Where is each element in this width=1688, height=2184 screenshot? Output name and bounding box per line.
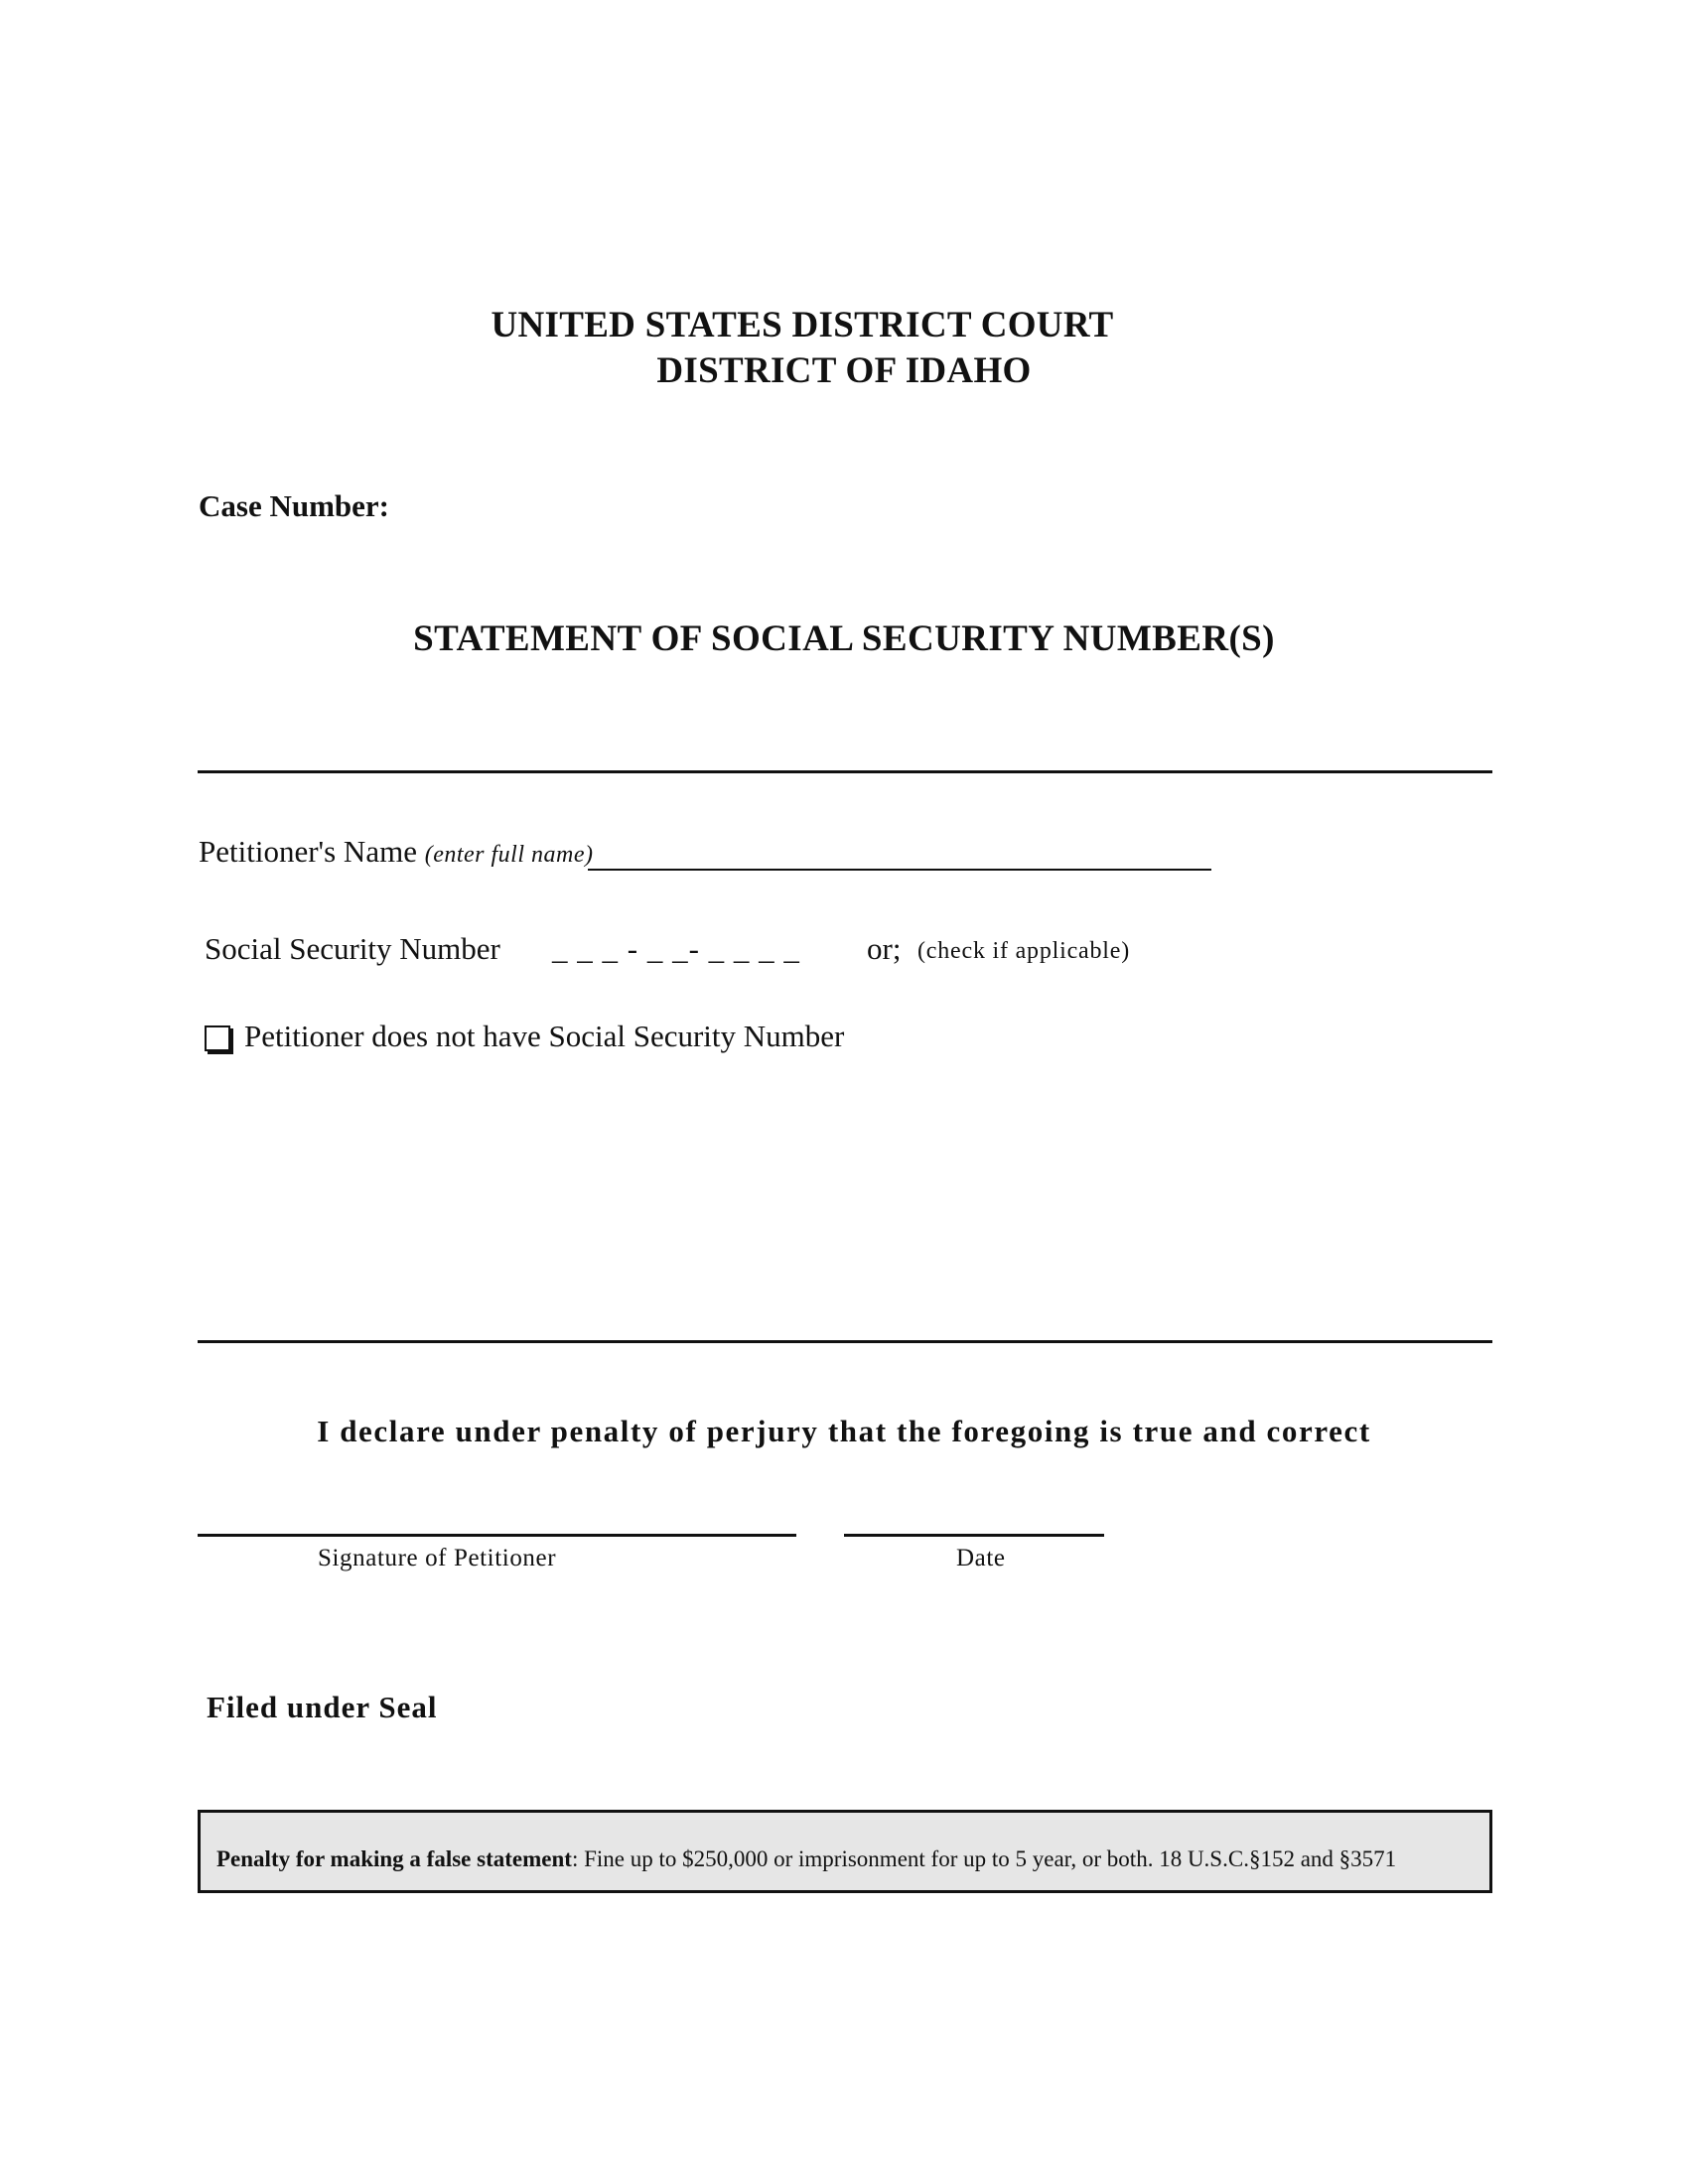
filed-under-seal-notice: Filed under Seal (207, 1690, 438, 1724)
petitioner-name-hint: (enter full name) (424, 842, 594, 868)
date-label: Date (956, 1545, 1006, 1571)
ssn-or-text: or; (867, 931, 902, 966)
date-field[interactable] (844, 1534, 1104, 1537)
petitioner-name-field[interactable] (588, 869, 1211, 871)
signature-label: Signature of Petitioner (318, 1545, 557, 1571)
ssn-check-hint: (check if applicable) (917, 938, 1131, 964)
ssn-label: Social Security Number (205, 931, 500, 966)
petitioner-name-row (199, 834, 594, 870)
no-ssn-checkbox[interactable] (205, 1025, 230, 1051)
signature-field[interactable] (198, 1534, 796, 1537)
perjury-declaration: I declare under penalty of perjury that the foregoing is true and correct (317, 1414, 1371, 1448)
bottom-divider (198, 1340, 1492, 1343)
ssn-field[interactable]: _ _ _ - _ _- _ _ _ _ (552, 931, 800, 966)
district-name: DISTRICT OF IDAHO (656, 350, 1032, 391)
penalty-body: : Fine up to $250,000 or imprisonment for up to 5 year, or both. 18 U.S.C.§152 and §3571 (571, 1846, 1397, 1871)
penalty-notice-box (198, 1810, 1492, 1893)
case-number-label: Case Number: (199, 488, 389, 523)
document-title: STATEMENT OF SOCIAL SECURITY NUMBER(S) (413, 618, 1275, 659)
penalty-notice-text (216, 1844, 1477, 1874)
top-divider (198, 770, 1492, 773)
no-ssn-checkbox-label: Petitioner does not have Social Security Number (244, 1019, 845, 1053)
penalty-heading: Penalty for making a false statement (216, 1846, 572, 1871)
petitioner-name-label: Petitioner's Name (199, 834, 417, 869)
court-name: UNITED STATES DISTRICT COURT (491, 305, 1114, 345)
